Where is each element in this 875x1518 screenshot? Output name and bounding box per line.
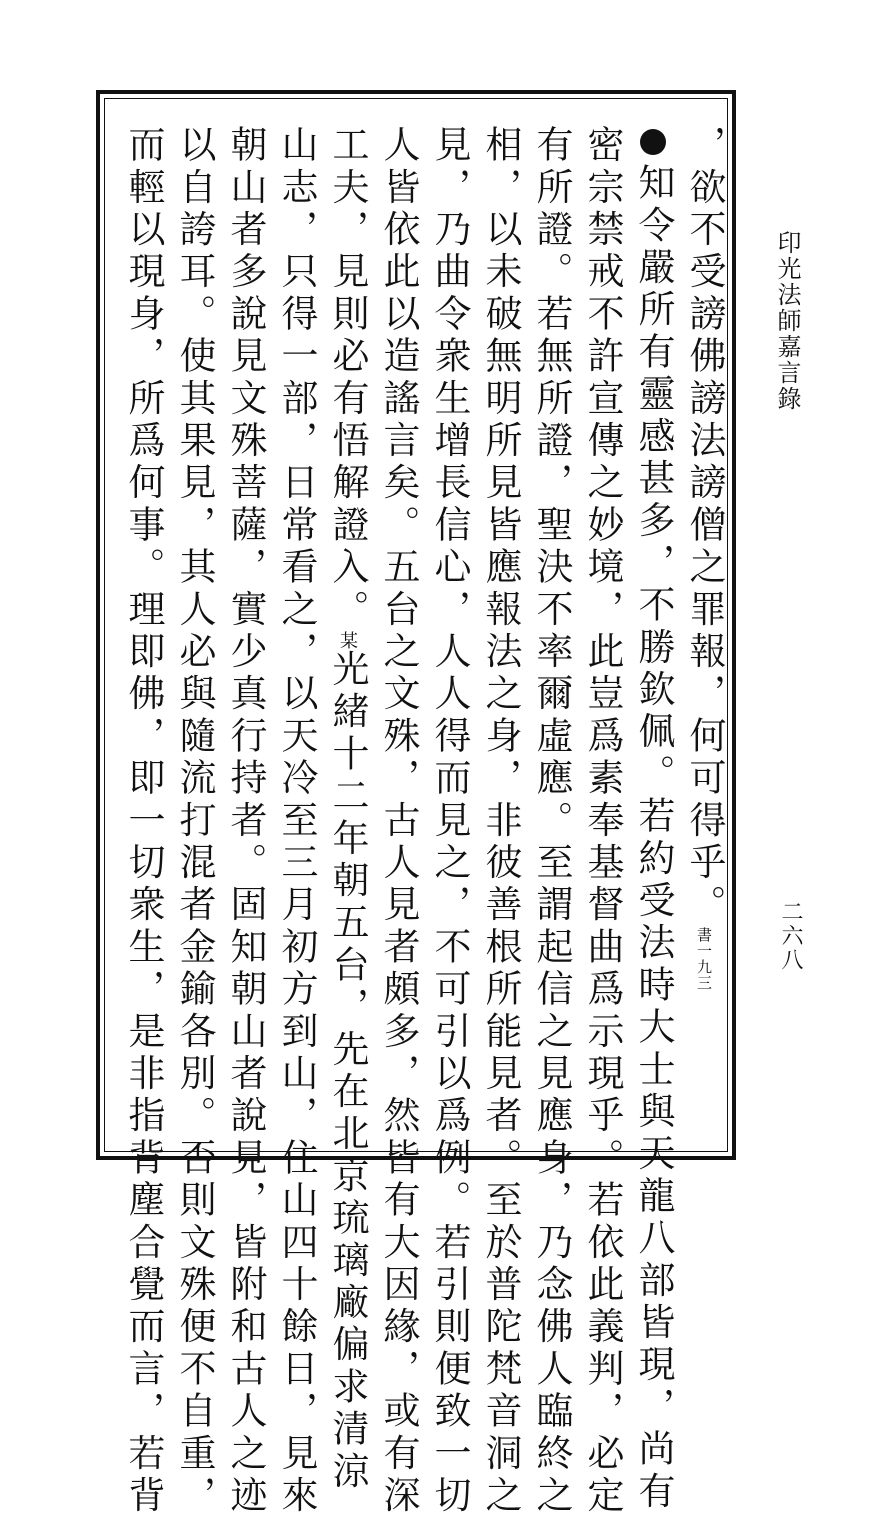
column-text: 人皆依此以造謠言矣。五台之文殊，古人見者頗多，然皆有大因緣，或有深 (377, 125, 420, 1518)
note-line-2: 九三 (695, 958, 713, 991)
column-text: 工夫，見則必有悟解證入。 (326, 125, 369, 632)
column-text: 以自誇耳。使其果見，其人必與隨流打混者金鍮各別。否則文殊便不自重， (173, 125, 216, 1518)
page-number: 二六八 (778, 900, 803, 972)
text-column-5 (473, 125, 527, 1518)
text-column-4 (524, 125, 578, 1518)
text-column-12 (116, 125, 170, 1518)
small-self-reference: 某 (337, 631, 358, 650)
note-line-1: 書一 (695, 926, 713, 959)
text-column-10 (218, 125, 272, 1518)
column-text: 知令嚴所有靈感甚多，不勝欽佩。若約受法時大士與天龍八部皆現，尚有 (632, 163, 675, 1514)
text-column-2 (626, 125, 680, 1514)
column-text: 見，乃曲令衆生增長信心，人人得而見之，不可引以爲例。若引則便致一切 (428, 125, 471, 1518)
text-column-9 (269, 125, 323, 1518)
column-text: 有所證。若無所證，聖決不率爾虛應。至謂起信之見應身，乃念佛人臨終之 (530, 125, 573, 1518)
column-text: 朝山者多說見文殊菩薩，實少真行持者。固知朝山者說見，皆附和古人之迹 (224, 125, 267, 1518)
text-column-3 (575, 125, 629, 1518)
column-text: 密宗禁戒不許宣傳之妙境，此豈爲素奉基督曲爲示現乎。若依此義判，必定 (581, 125, 624, 1518)
text-column-7 (371, 125, 425, 1518)
text-column-11 (167, 125, 221, 1518)
source-note (677, 927, 731, 1017)
column-text: ，欲不受謗佛謗法謗僧之罪報，何可得乎。 (683, 125, 726, 927)
column-text: 山志，只得一部，日常看之，以天冷至三月初方到山，住山四十餘日，見來 (275, 125, 318, 1518)
column-text: 而輕以現身，所爲何事。理即佛，即一切衆生，是非指背塵合覺而言，若背 (122, 125, 165, 1518)
text-column-6 (422, 125, 476, 1518)
text-column-8 (320, 125, 374, 1494)
column-text: 相，以未破無明所見皆應報法之身，非彼善根所能見者。至於普陀梵音洞之 (479, 125, 522, 1518)
bullet-dot-icon (640, 129, 666, 155)
book-title: 印光法師嘉言錄 (773, 230, 801, 412)
column-text: 光緒十二年朝五台，先在北京琉璃廠偏求清涼 (326, 649, 369, 1494)
text-column-1 (677, 125, 731, 1135)
